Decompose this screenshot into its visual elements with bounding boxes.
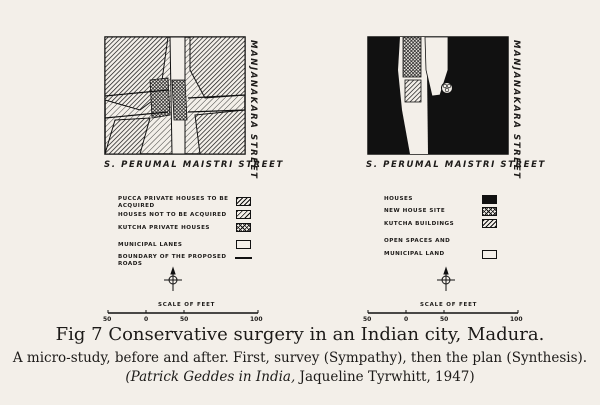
left-scale-bar bbox=[108, 310, 258, 313]
left-scale-tick: 50 bbox=[103, 316, 112, 323]
left-scale-tick: 50 bbox=[180, 316, 189, 323]
legend-label: KUTCHA PRIVATE HOUSES bbox=[118, 225, 210, 231]
left-street-right-label: MANJANAKARA STREET bbox=[248, 40, 258, 180]
right-scale-tick: 100 bbox=[510, 316, 523, 323]
right-tree-symbol bbox=[442, 83, 453, 94]
legend-swatch-solid bbox=[482, 195, 497, 204]
right-map bbox=[368, 37, 508, 154]
right-legend bbox=[384, 196, 524, 276]
left-scale-tick: 0 bbox=[144, 316, 149, 323]
right-street-right-label: MANJANAKARA STREET bbox=[511, 40, 521, 180]
legend-swatch-empty bbox=[482, 250, 497, 259]
legend-label: NEW HOUSE SITE bbox=[384, 208, 446, 214]
legend-label: BOUNDARY OF THE PROPOSED ROADS bbox=[118, 254, 227, 267]
left-scale-tick: 100 bbox=[250, 316, 263, 323]
legend-label: MUNICIPAL LANES bbox=[118, 242, 183, 248]
legend-label: KUTCHA BUILDINGS bbox=[384, 221, 455, 227]
source-title: (Patrick Geddes in India, bbox=[125, 369, 296, 385]
left-scale-title: SCALE OF FEET bbox=[158, 302, 216, 308]
legend-swatch-line bbox=[235, 257, 252, 259]
legend-label: OPEN SPACES AND bbox=[384, 238, 451, 244]
left-kutcha-houses-2 bbox=[172, 80, 187, 120]
right-scale-title: SCALE OF FEET bbox=[420, 302, 478, 308]
legend-swatch-dense-hatch bbox=[482, 219, 497, 228]
legend-label: PUCCA PRIVATE HOUSES TO BE ACQUIRED bbox=[118, 196, 229, 209]
legend-swatch-empty bbox=[236, 240, 251, 249]
right-scale-tick: 0 bbox=[404, 316, 409, 323]
left-map bbox=[105, 37, 245, 154]
figure-caption-title: Fig 7 Conservative surgery in an Indian city, Madura. bbox=[55, 324, 545, 345]
right-scale-bar bbox=[368, 310, 518, 313]
right-new-house-site bbox=[403, 37, 421, 77]
left-acquired-houses-se bbox=[195, 110, 245, 154]
figure-caption-description: A micro-study, before and after. First, survey (Sympathy), then the plan (Synthesis). bbox=[12, 350, 588, 366]
legend-swatch-cross-hatch bbox=[482, 207, 497, 216]
left-legend bbox=[118, 196, 258, 276]
right-kutcha-building bbox=[405, 80, 421, 102]
right-scale-tick: 50 bbox=[440, 316, 449, 323]
left-street-bottom-label: S. PERUMAL MAISTRI STREET bbox=[104, 160, 284, 170]
legend-label: MUNICIPAL LAND bbox=[384, 251, 445, 257]
source-author-year: Jaqueline Tyrwhitt, 1947) bbox=[295, 369, 475, 385]
legend-swatch-dense-hatch bbox=[236, 197, 251, 206]
right-street-bottom-label: S. PERUMAL MAISTRI STREET bbox=[366, 160, 546, 170]
legend-swatch-light-hatch bbox=[236, 210, 251, 219]
legend-swatch-cross-hatch bbox=[236, 223, 251, 232]
right-scale-tick: 50 bbox=[363, 316, 372, 323]
legend-label: HOUSES bbox=[384, 196, 413, 202]
legend-label: HOUSES NOT TO BE ACQUIRED bbox=[118, 212, 227, 218]
figure-caption-source bbox=[0, 369, 600, 385]
